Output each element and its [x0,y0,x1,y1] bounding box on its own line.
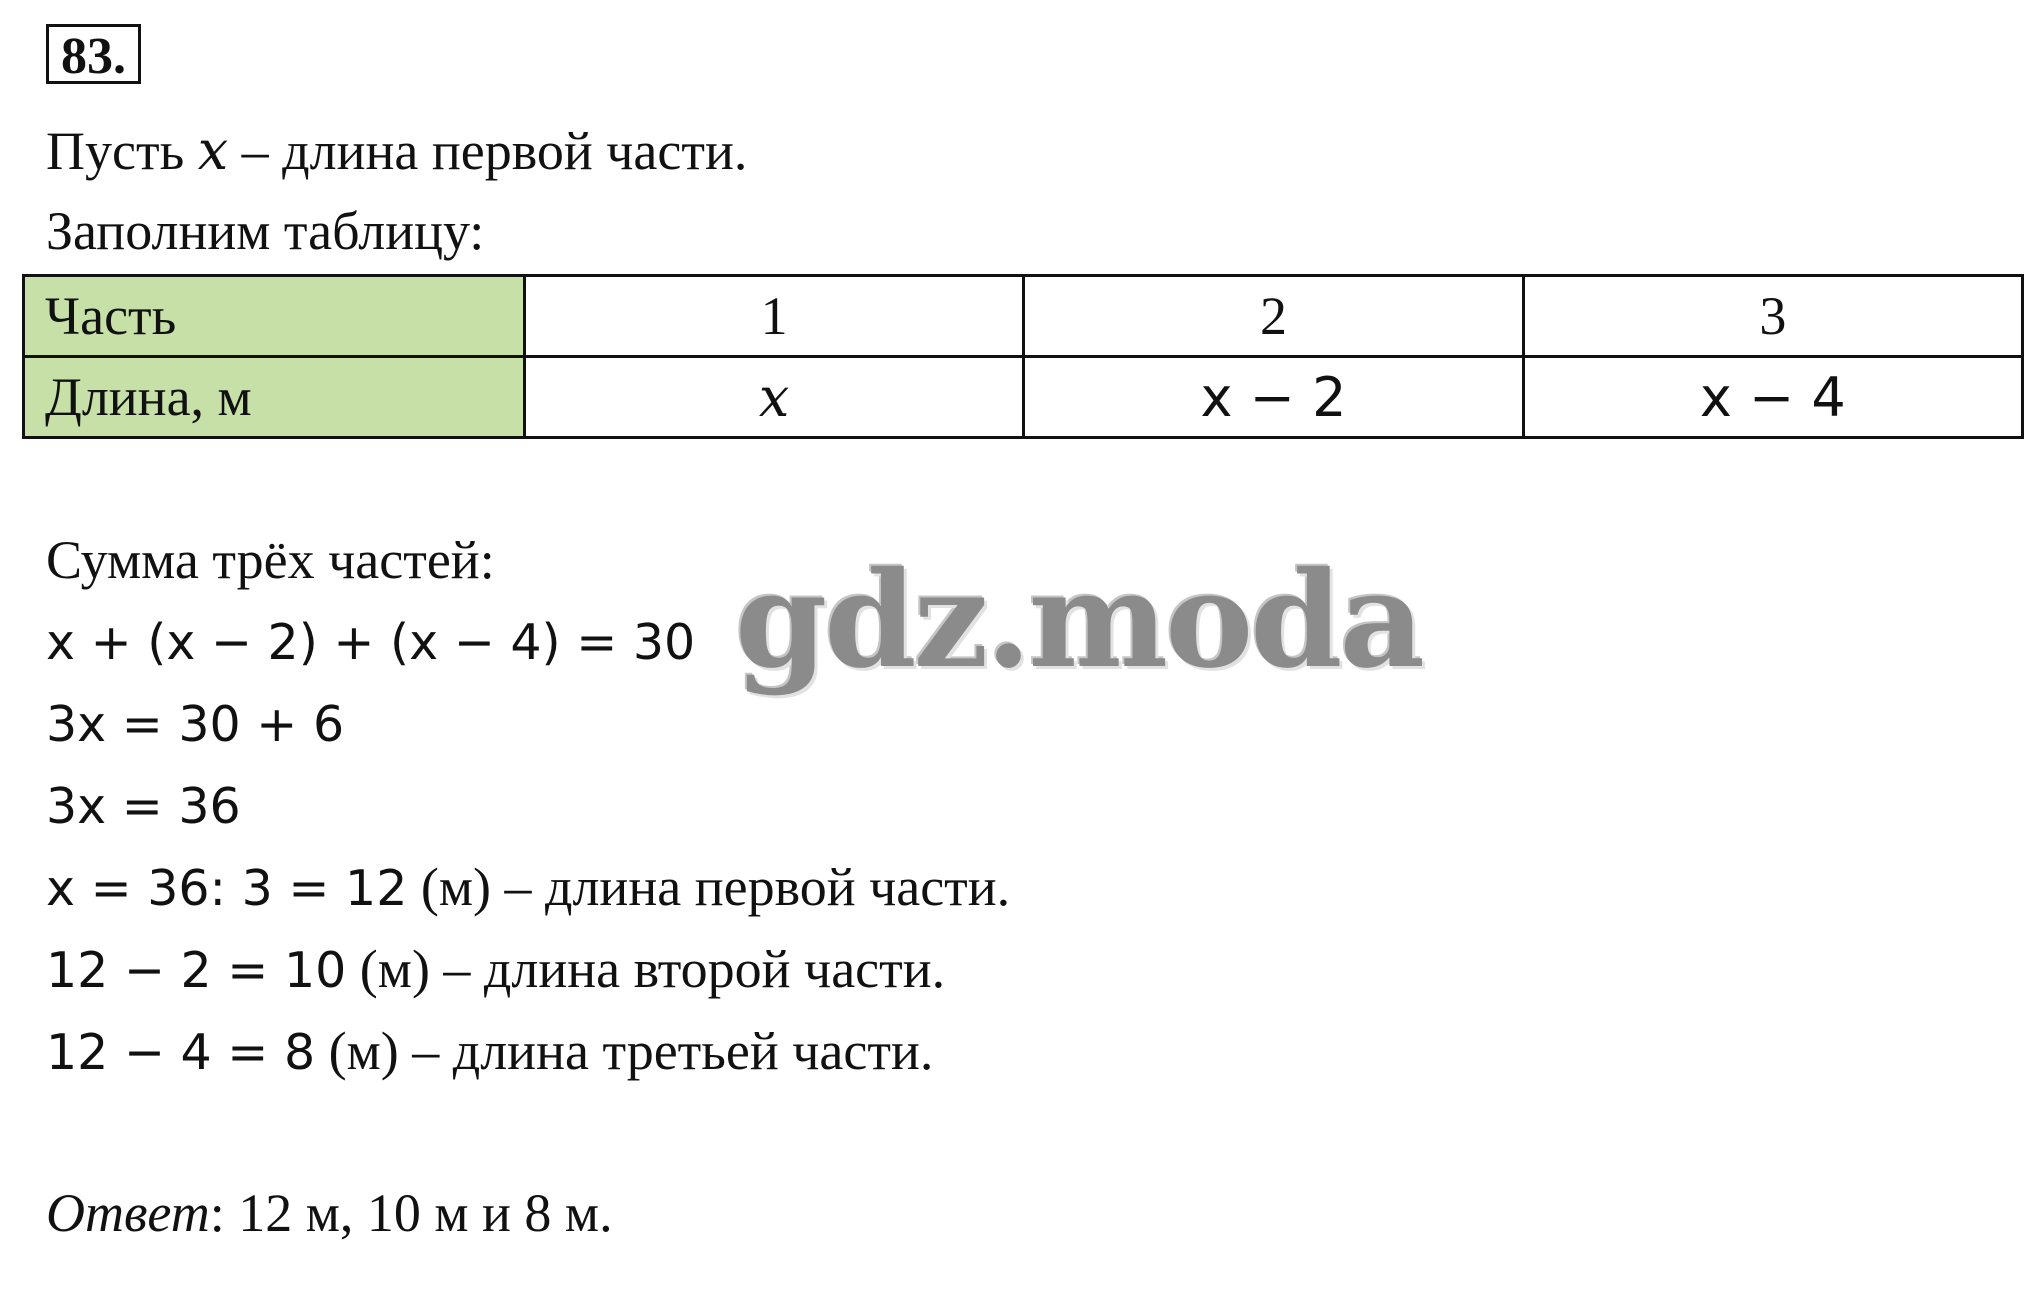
watermark-logo: gdz.moda [735,543,1423,698]
equation-math-1: x + (x − 2) + (x − 4) = 30 [46,614,696,671]
answer-line [46,1183,613,1243]
equation-line-4 [46,857,1011,917]
table-cell-length-3: x − 4 [1523,357,2022,438]
table-cell-length-2: x − 2 [1024,357,1523,438]
table-cell-part-2: 2 [1024,276,1523,357]
table-cell-length-1: x [525,357,1024,438]
table-row-length [24,357,2023,438]
intro-variable: x [197,119,229,182]
problem-number: 83. [46,24,141,84]
sum-line: Сумма трёх частей: [46,530,495,590]
table-header-part: Часть [24,276,525,357]
equation-text-4: (м) – длина первой части. [407,857,1011,917]
equation-math-5: 12 − 2 = 10 [46,942,347,999]
equation-line-6 [46,1021,934,1081]
table-row-part [24,276,2023,357]
equation-text-5: (м) – длина второй части. [346,939,946,999]
intro-line [46,119,748,182]
equation-line-3 [46,778,241,835]
intro-prefix: Пусть [46,121,198,181]
parts-table [22,274,2024,439]
equation-text-6: (м) – длина третьей части. [315,1021,934,1081]
table-header-length: Длина, м [24,357,525,438]
table-cell-part-1: 1 [525,276,1024,357]
answer-label: Ответ [46,1183,210,1243]
answer-text: : 12 м, 10 м и 8 м. [209,1183,613,1243]
equation-math-6: 12 − 4 = 8 [46,1024,316,1081]
equation-line-5 [46,939,946,999]
equation-line-1 [46,614,696,671]
equation-math-4: x = 36: 3 = 12 [46,860,408,917]
equation-math-2: 3x = 30 + 6 [46,696,345,753]
equation-line-2 [46,696,345,753]
table-cell-part-3: 3 [1523,276,2022,357]
equation-math-3: 3x = 36 [46,778,241,835]
fill-table-line: Заполним таблицу: [46,201,485,261]
intro-suffix: – длина первой части. [228,121,748,181]
